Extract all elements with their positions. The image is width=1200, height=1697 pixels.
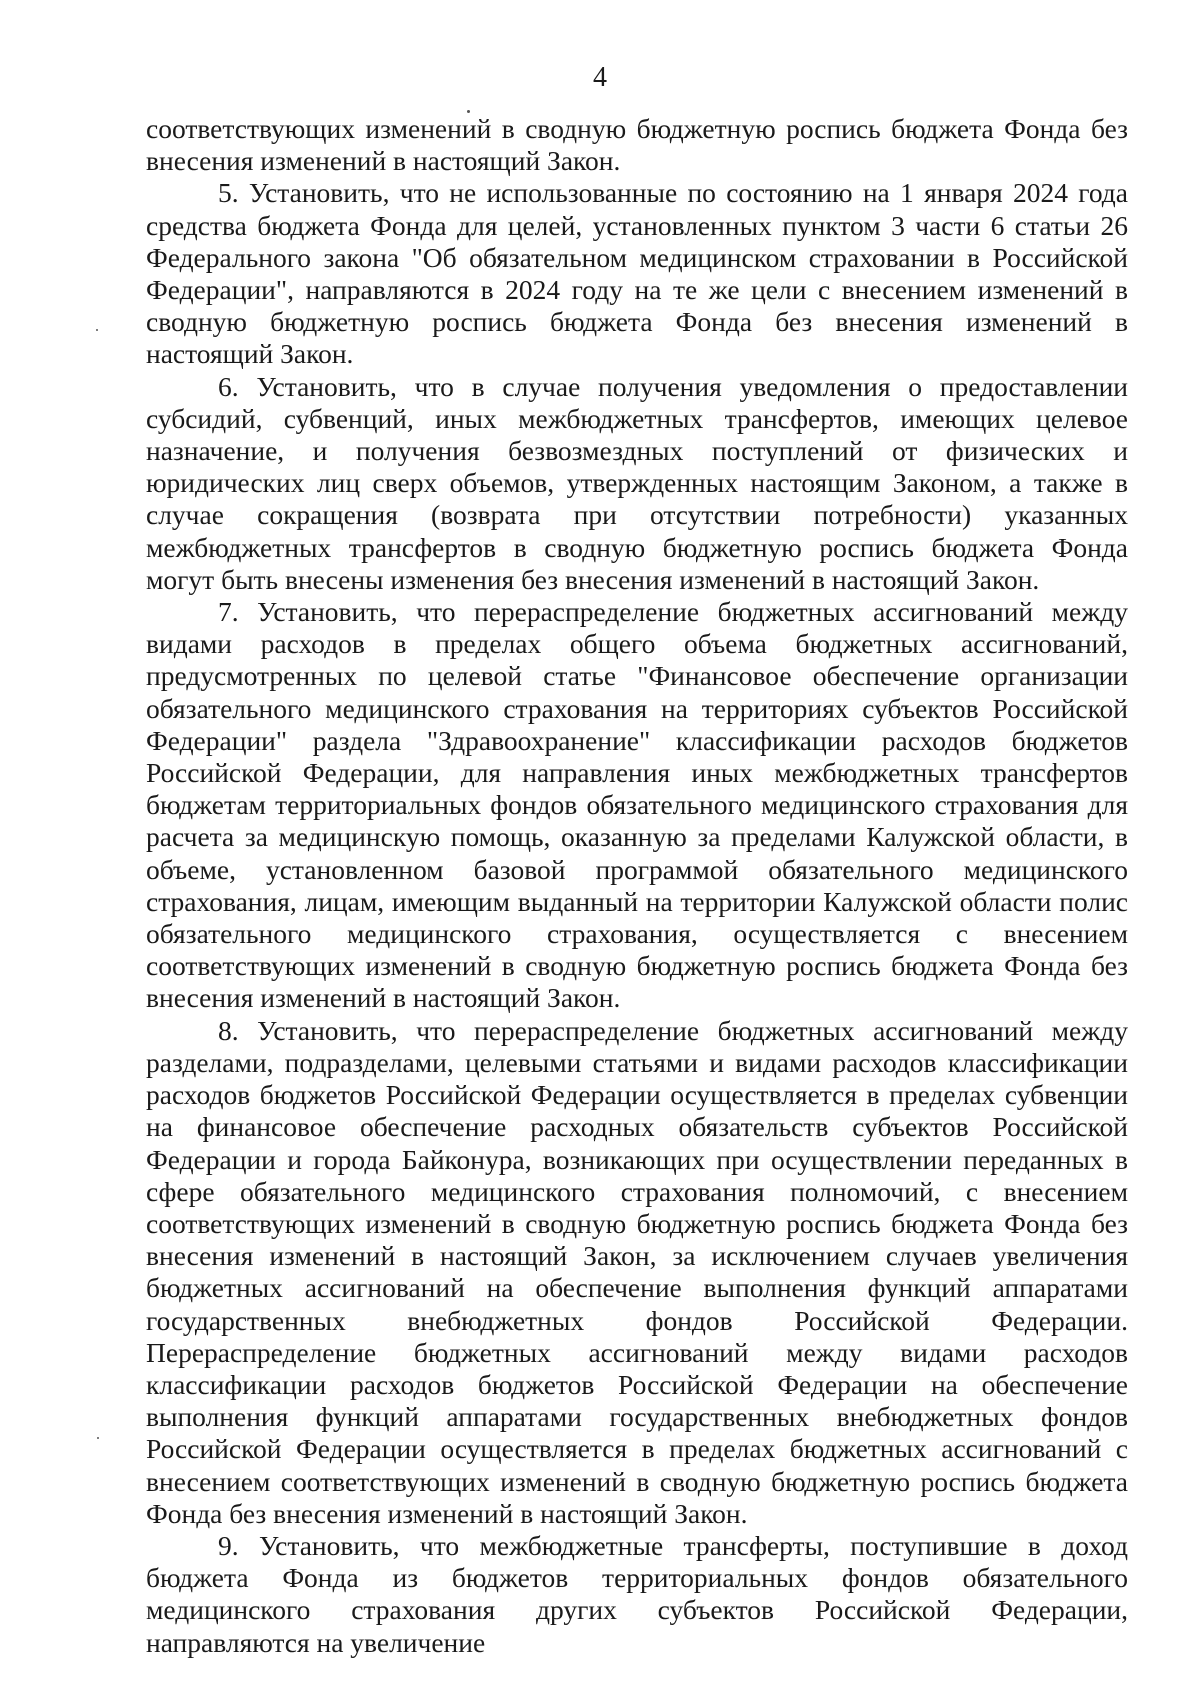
paragraph-item-6: 6. Установить, что в случае получения уведомления о предоставлении субсидий, субвенций, иных межбюджетных трансфертов, имеющих целевое назначение, и получения безвозмездных поступлений от физических и юридических лиц сверх объемов, утвержденных настоящим Законом, а также в случае сокращения (возврата при отсутствии потребности) указанных межбюджетных трансфертов в сводную бюджетную роспись бюджета Фонда могут быть внесены изменения без внесения изменений в настоящий Закон.	[146, 370, 1128, 595]
paragraph-item-9: 9. Установить, что межбюджетные трансферты, поступившие в доход бюджета Фонда из бюджетов территориальных фондов обязательного медицинского страхования других субъектов Российской Федерации, направляются на увеличение	[146, 1529, 1128, 1658]
paragraph-item-5: 5. Установить, что не использованные по состоянию на 1 января 2024 года средства бюджета Фонда для целей, установленных пунктом 3 части 6 статьи 26 Федерального закона "Об обязательном медицинском страховании в Российской Федерации", направляются в 2024 году на те же цели с внесением изменений в сводную бюджетную роспись бюджета Фонда без внесения изменений в настоящий Закон.	[146, 177, 1128, 370]
paragraph-continuation: соответствующих изменений в сводную бюджетную роспись бюджета Фонда без внесения изменений в настоящий Закон.	[146, 113, 1128, 177]
document-body	[146, 113, 1128, 1659]
scan-speck	[97, 1437, 99, 1439]
page-number: 4	[593, 62, 607, 93]
paragraph-item-8: 8. Установить, что перераспределение бюджетных ассигнований между разделами, подразделами, целевыми статьями и видами расходов классификации расходов бюджетов Российской Федерации осуществляется в пределах субвенции на финансовое обеспечение расходных обязательств субъектов Российской Федерации и города Байконура, возникающих при осуществлении переданных в сфере обязательного медицинского страхования полномочий, с внесением соответствующих изменений в сводную бюджетную роспись бюджета Фонда без внесения изменений в настоящий Закон, за исключением случаев увеличения бюджетных ассигнований на обеспечение выполнения функций аппаратами государственных внебюджетных фондов Российской Федерации. Перераспределение бюджетных ассигнований между видами расходов классификации расходов бюджетов Российской Федерации на обеспечение выполнения функций аппаратами государственных внебюджетных фондов Российской Федерации осуществляется в пределах бюджетных ассигнований с внесением соответствующих изменений в сводную бюджетную роспись бюджета Фонда без внесения изменений в настоящий Закон.	[146, 1014, 1128, 1529]
scan-speck	[467, 110, 470, 113]
scan-speck	[96, 329, 98, 331]
paragraph-item-7: 7. Установить, что перераспределение бюджетных ассигнований между видами расходов в пределах общего объема бюджетных ассигнований, предусмотренных по целевой статье "Финансовое обеспечение организации обязательного медицинского страхования на территориях субъектов Российской Федерации" раздела "Здравоохранение" классификации расходов бюджетов Российской Федерации, для направления иных межбюджетных трансфертов бюджетам территориальных фондов обязательного медицинского страхования для расчета за медицинскую помощь, оказанную за пределами Калужской области, в объеме, установленном базовой программой обязательного медицинского страхования, лицам, имеющим выданный на территории Калужской области полис обязательного медицинского страхования, осуществляется с внесением соответствующих изменений в сводную бюджетную роспись бюджета Фонда без внесения изменений в настоящий Закон.	[146, 596, 1128, 1014]
